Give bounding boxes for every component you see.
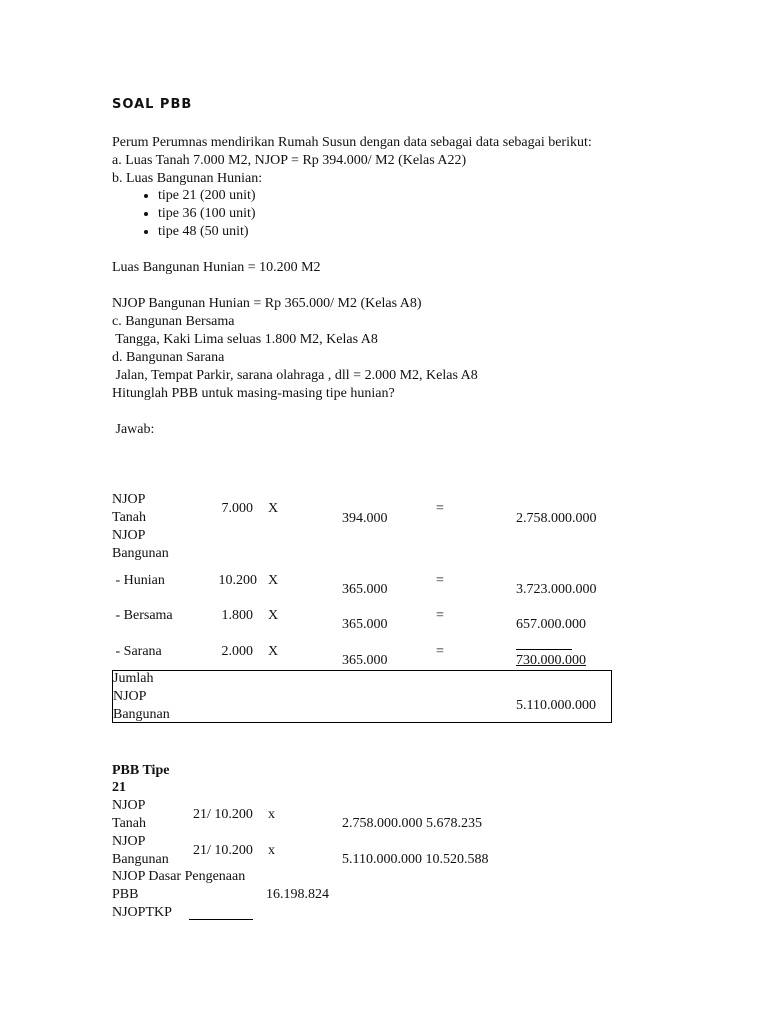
hunian-price: 365.000: [342, 582, 388, 597]
njop-bangunan-label-line1: NJOP: [112, 528, 146, 543]
item-d: d. Bangunan Sarana: [112, 350, 225, 365]
tanah-price: 394.000: [342, 511, 388, 526]
bersama-label: - Bersama: [112, 608, 173, 623]
njop-tanah-label-line1: NJOP: [112, 492, 146, 507]
item-b: b. Luas Bangunan Hunian:: [112, 171, 263, 186]
hunian-eq: =: [436, 573, 444, 588]
list-item: • tipe 36 (100 unit): [158, 205, 256, 223]
question-text: Hitunglah PBB untuk masing-masing tipe hunian?: [112, 386, 395, 401]
jumlah-value: 5.110.000.000: [516, 698, 596, 713]
pbb-bangunan-label-line1: NJOP: [112, 834, 146, 849]
pbb-tanah-op: x: [268, 807, 275, 822]
item-d-detail: Jalan, Tempat Parkir, sarana olahraga , dll = 2.000 M2, Kelas A8: [112, 368, 478, 383]
bersama-result: 657.000.000: [516, 617, 586, 632]
njop-bangunan-label-line2: Bangunan: [112, 546, 169, 561]
hunian-op: X: [268, 573, 279, 588]
bersama-price: 365.000: [342, 617, 388, 632]
hunian-result: 3.723.000.000: [516, 582, 597, 597]
pbb-tanah-ratio: 21/ 10.200: [193, 807, 253, 822]
sarana-qty: 2.000: [221, 644, 253, 659]
sarana-price: 365.000: [342, 653, 388, 668]
pbb-dasar-value: 16.198.824: [266, 887, 329, 902]
page-title: SOAL PBB: [112, 97, 193, 112]
pbb-tanah-value: 2.758.000.000 5.678.235: [342, 816, 482, 831]
tanah-qty: 7.000: [221, 501, 253, 516]
bersama-op: X: [268, 608, 279, 623]
pbb-tanah-label-line2: Tanah: [112, 816, 147, 831]
tanah-op: X: [268, 501, 279, 516]
tanah-result: 2.758.000.000: [516, 511, 597, 526]
bersama-qty: 1.800: [221, 608, 253, 623]
pbb-tanah-label-line1: NJOP: [112, 798, 146, 813]
list-item: • tipe 21 (200 unit): [158, 187, 256, 205]
hunian-label: - Hunian: [112, 573, 165, 588]
pbb-heading-line1: PBB Tipe: [112, 763, 170, 778]
pbb-heading-line2: 21: [112, 780, 126, 795]
list-item: • tipe 48 (50 unit): [158, 223, 256, 241]
jawab-label: Jawab:: [112, 422, 155, 437]
pbb-bangunan-label-line2: Bangunan: [112, 852, 169, 867]
item-a: a. Luas Tanah 7.000 M2, NJOP = Rp 394.000/ M2 (Kelas A22): [112, 153, 467, 168]
luas-hunian-text: Luas Bangunan Hunian = 10.200 M2: [112, 260, 321, 275]
unit-type-list: [136, 187, 256, 241]
tanah-eq: =: [436, 501, 444, 516]
pbb-dasar-label-line1: NJOP Dasar Pengenaan: [112, 869, 246, 884]
njop-tanah-label-line2: Tanah: [112, 510, 147, 525]
sarana-label: - Sarana: [112, 644, 162, 659]
jumlah-label-line3: Bangunan: [113, 707, 170, 722]
pbb-dasar-label-line2: PBB: [112, 887, 139, 902]
njoptkp-blank-line: [189, 919, 253, 920]
pbb-bangunan-op: x: [268, 843, 275, 858]
sarana-eq: =: [436, 644, 444, 659]
sarana-op: X: [268, 644, 279, 659]
hunian-qty: 10.200: [218, 573, 257, 588]
njop-hunian-text: NJOP Bangunan Hunian = Rp 365.000/ M2 (Kelas A8): [112, 296, 422, 311]
pbb-bangunan-ratio: 21/ 10.200: [193, 843, 253, 858]
jumlah-label-line2: NJOP: [113, 689, 147, 704]
njoptkp-label: NJOPTKP: [112, 905, 172, 920]
sum-rule: [516, 649, 572, 650]
intro-text: Perum Perumnas mendirikan Rumah Susun dengan data sebagai data sebagai berikut:: [112, 135, 592, 150]
pbb-bangunan-value: 5.110.000.000 10.520.588: [342, 852, 489, 867]
sarana-result: 730.000.000: [516, 653, 586, 668]
item-c: c. Bangunan Bersama: [112, 314, 235, 329]
item-c-detail: Tangga, Kaki Lima seluas 1.800 M2, Kelas A8: [112, 332, 378, 347]
bersama-eq: =: [436, 608, 444, 623]
jumlah-label-line1: Jumlah: [113, 671, 154, 686]
